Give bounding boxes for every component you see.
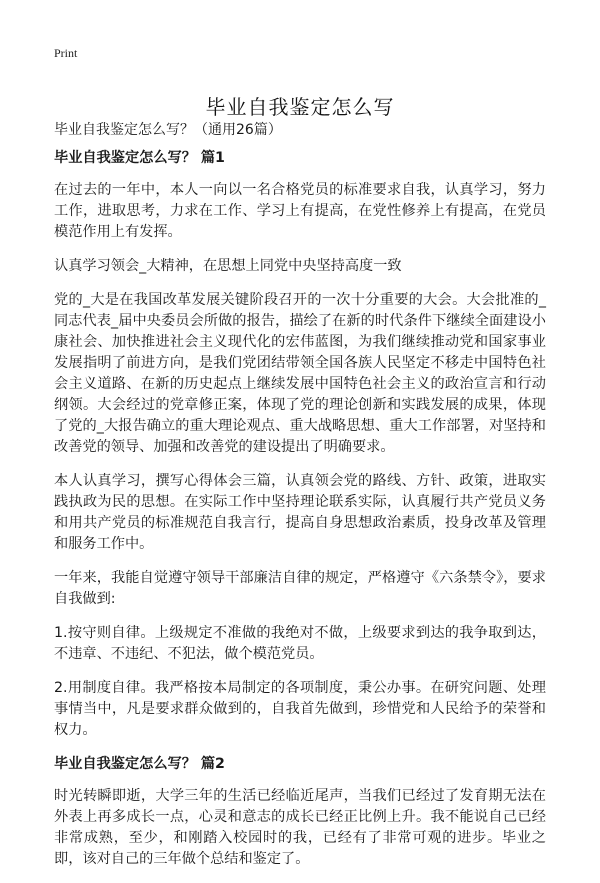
section-heading: 毕业自我鉴定怎么写？ 篇2 — [54, 756, 225, 772]
list-item: 2.用制度自律。我严格按本局制定的各项制度，秉公办事。在研究问题、处理事情当中，凡是要求群众做到的，自我首先做到，珍惜党和人民给予的荣誉和权力。 — [54, 680, 546, 738]
section-1 — [54, 148, 546, 741]
paragraph: 在过去的一年中，本人一向以一名合格党员的标准要求自我，认真学习，努力工作，进取思考，力求在工作、学习上有提高，在党性修养上有提高，在党员模范作用上有发挥。 — [54, 182, 546, 240]
paragraph: 一年来，我能自觉遵守领导干部廉洁自律的规定，严格遵守《六条禁令》，要求自我做到: — [54, 570, 546, 607]
paragraph: 本人认真学习，撰写心得体会三篇，认真领会党的路线、方针、政策，进取实践执政为民的思想。在实际工作中坚持理论联系实际，认真履行共产党员义务和用共产党员的标准规范自我言行，提高自身思想政治素质，投身改革及管理和服务工作中。 — [54, 473, 546, 552]
paragraph: 党的_大是在我国改革发展关键阶段召开的一次十分重要的大会。大会批准的_同志代表_届中央委员会所做的报告，描绘了在新的时代条件下继续全面建设小康社会、加快推进社会主义现代化的宏伟蓝图，为我们继续推动党和国家事业发展指明了前进方向，是我们党团结带领全国各族人民坚定不移走中国特色社会主义道路、在新的历史起点上继续发展中国特色社会主义的政治宣言和行动纲领。大会经过的党章修正案，体现了党的理论创新和实践发展的成果，体现了党的_大报告确立的重大理论观点、重大战略思想、重大工作部署，对坚持和改善党的领导、加强和改善党的建设提出了明确要求。 — [54, 292, 546, 455]
paragraph: 时光转瞬即逝，大学三年的生活已经临近尾声，当我们已经过了发育期无法在外表上再多成长一点，心灵和意志的成长已经正比例上升。我不能说自己已经非常成熟，至少，和刚踏入校园时的我，已经有了非常可观的进步。毕业之即，该对自己的三年做个总结和鉴定了。 — [54, 788, 546, 867]
document-subtitle: 毕业自我鉴定怎么写？（通用26篇） — [54, 122, 282, 138]
page-title: 毕业自我鉴定怎么写 — [205, 95, 395, 120]
document-body — [54, 148, 546, 883]
section-heading: 毕业自我鉴定怎么写？ 篇1 — [54, 150, 225, 166]
list-item: 1.按守则自律。上级规定不准做的我绝对不做，上级要求到达的我争取到达，不违章、不违纪、不犯法，做个模范党员。 — [54, 625, 546, 662]
section-2 — [54, 754, 546, 870]
paragraph: 认真学习领会_大精神，在思想上同党中央坚持高度一致 — [54, 258, 402, 274]
print-label: Print — [54, 46, 78, 60]
